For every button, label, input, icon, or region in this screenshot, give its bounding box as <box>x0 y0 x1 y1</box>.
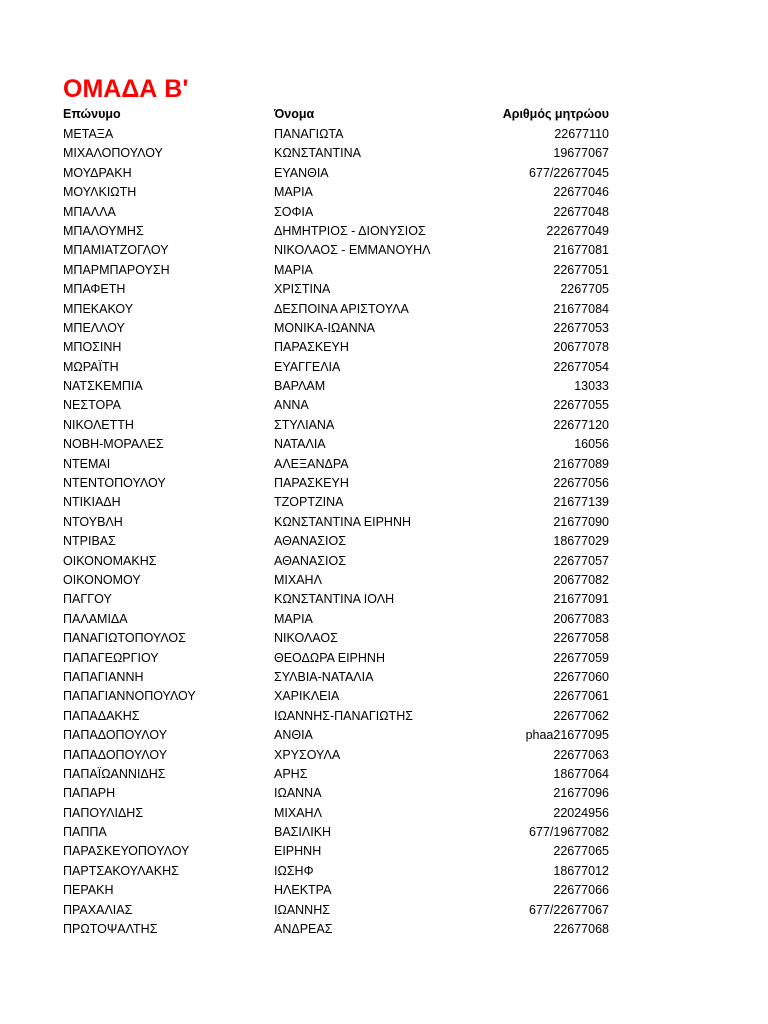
cell-name: ΑΝΝΑ <box>274 398 309 413</box>
cell-surname: ΝΑΤΣΚΕΜΠΙΑ <box>63 379 143 394</box>
table-row <box>63 862 609 881</box>
roster-table <box>63 104 609 939</box>
table-row <box>63 687 609 706</box>
table-row <box>63 726 609 745</box>
table-row <box>63 164 609 183</box>
cell-registry: 222677049 <box>546 223 609 238</box>
table-row <box>63 222 609 241</box>
cell-registry: 22677057 <box>553 553 609 568</box>
cell-registry: 22677066 <box>553 883 609 898</box>
cell-surname: ΠΑΠΠΑ <box>63 825 107 840</box>
cell-name: ΕΙΡΗΝΗ <box>274 844 322 859</box>
cell-name: ΠΑΡΑΣΚΕΥΗ <box>274 340 349 355</box>
cell-registry: 22677060 <box>553 669 609 684</box>
cell-surname: ΠΡΑΧΑΛΙΑΣ <box>63 902 133 917</box>
cell-registry: 19677067 <box>553 146 609 161</box>
table-row <box>63 203 609 222</box>
cell-registry: 22024956 <box>553 805 609 820</box>
cell-name: ΙΩΑΝΝΗΣ <box>274 902 330 917</box>
column-header-surname: Επώνυμο <box>63 107 121 121</box>
cell-name: ΠΑΝΑΓΙΩΤΑ <box>274 127 344 141</box>
cell-surname: ΜΠΑΛΟΥΜΗΣ <box>63 223 144 238</box>
cell-name: ΠΑΡΑΣΚΕΥΗ <box>274 476 349 491</box>
table-row <box>63 552 609 571</box>
cell-surname: ΝΙΚΟΛΕΤΤΗ <box>63 417 134 432</box>
cell-name: ΑΛΕΞΑΝΔΡΑ <box>274 456 349 471</box>
cell-name: ΣΥΛΒΙΑ-ΝΑΤΑΛΙΑ <box>274 669 374 684</box>
table-row <box>63 493 609 512</box>
cell-surname: ΝΕΣΤΟΡΑ <box>63 398 121 413</box>
cell-surname: ΜΟΥΔΡΑΚΗ <box>63 165 132 180</box>
cell-name: ΙΩΣΗΦ <box>274 863 314 878</box>
cell-name: ΜΑΡΙΑ <box>274 262 313 277</box>
cell-registry: 21677084 <box>553 301 609 316</box>
table-row <box>63 338 609 357</box>
cell-surname: ΠΑΠΟΥΛΙΔΗΣ <box>63 805 144 820</box>
table-row <box>63 842 609 861</box>
cell-name: ΚΩΝΣΤΑΝΤΙΝΑ <box>274 146 361 161</box>
cell-surname: ΜΠΕΛΛΟΥ <box>63 320 125 335</box>
cell-surname: ΠΑΠΑΡΗ <box>63 786 116 801</box>
table-row <box>63 416 609 435</box>
cell-registry: 20677082 <box>553 572 609 587</box>
table-row <box>63 319 609 338</box>
cell-name: ΧΡΙΣΤΙΝΑ <box>274 282 331 297</box>
cell-registry: 22677110 <box>554 127 609 141</box>
cell-name: ΜΑΡΙΑ <box>274 611 313 626</box>
cell-name: ΤΖΟΡΤΖΙΝΑ <box>274 495 344 510</box>
cell-name: ΝΑΤΑΛΙΑ <box>274 437 326 452</box>
cell-name: ΧΑΡΙΚΛΕΙΑ <box>274 689 340 704</box>
cell-surname: ΠΑΠΑΔΟΠΟΥΛΟΥ <box>63 747 168 762</box>
cell-registry: 20677083 <box>553 611 609 626</box>
cell-surname: ΜΠΟΣΙΝΗ <box>63 340 122 355</box>
cell-registry: 2267705 <box>560 282 609 297</box>
table-row <box>63 455 609 474</box>
table-row <box>63 144 609 163</box>
cell-registry: 677/22677067 <box>529 902 609 917</box>
cell-name: ΔΗΜΗΤΡΙΟΣ - ΔΙΟΝΥΣΙΟΣ <box>274 223 426 238</box>
cell-name: ΑΡΗΣ <box>274 766 308 781</box>
cell-registry: 22677068 <box>553 922 609 937</box>
cell-surname: ΜΠΑΜΙΑΤΖΟΓΛΟΥ <box>63 243 169 258</box>
cell-surname: ΜΠΑΦΕΤΗ <box>63 282 126 297</box>
column-header-name: Όνομα <box>274 107 315 121</box>
cell-registry: 22677065 <box>553 844 609 859</box>
cell-registry: 22677056 <box>553 476 609 491</box>
table-row <box>63 300 609 319</box>
cell-name: ΝΙΚΟΛΑΟΣ - ΕΜΜΑΝΟΥΗΛ <box>274 243 431 258</box>
table-row <box>63 765 609 784</box>
cell-name: ΕΥΑΓΓΕΛΙΑ <box>274 359 341 374</box>
table-row <box>63 532 609 551</box>
cell-registry: 18677064 <box>553 766 609 781</box>
cell-name: ΣΟΦΙΑ <box>274 204 314 219</box>
cell-registry: 22677054 <box>553 359 609 374</box>
cell-name: ΙΩΑΝΝΗΣ-ΠΑΝΑΓΙΩΤΗΣ <box>274 708 413 723</box>
cell-surname: ΠΑΠΑΔΑΚΗΣ <box>63 708 140 723</box>
cell-surname: ΠΑΡΑΣΚΕΥΟΠΟΥΛΟΥ <box>63 844 190 859</box>
table-row <box>63 610 609 629</box>
cell-surname: ΟΙΚΟΝΟΜΑΚΗΣ <box>63 553 157 568</box>
table-row <box>63 396 609 415</box>
cell-name: ΔΕΣΠΟΙΝΑ ΑΡΙΣΤΟΥΛΑ <box>274 301 409 316</box>
cell-surname: ΠΑΓΓΟΥ <box>63 592 112 607</box>
cell-surname: ΜΠΕΚΑΚΟΥ <box>63 301 134 316</box>
cell-name: ΙΩΑΝΝΑ <box>274 786 322 801</box>
cell-name: ΜΟΝΙΚΑ-ΙΩΑΝΝΑ <box>274 320 376 335</box>
cell-surname: ΠΡΩΤΟΨΑΛΤΗΣ <box>63 922 158 937</box>
cell-surname: ΠΑΠΑΓΙΑΝΝΟΠΟΥΛΟΥ <box>63 689 196 704</box>
cell-registry: 21677139 <box>553 495 609 510</box>
cell-surname: ΜΟΥΛΚΙΩΤΗ <box>63 185 137 200</box>
cell-surname: ΝΤΟΥΒΛΗ <box>63 514 123 529</box>
cell-surname: ΝΤΡΙΒΑΣ <box>63 534 116 549</box>
cell-surname: ΠΑΛΑΜΙΔΑ <box>63 611 128 626</box>
cell-name: ΒΑΡΛΑΜ <box>274 379 326 394</box>
cell-surname: ΝΤΕΝΤΟΠΟΥΛΟΥ <box>63 476 166 491</box>
cell-registry: 21677096 <box>553 786 609 801</box>
cell-name: ΚΩΝΣΤΑΝΤΙΝΑ ΕΙΡΗΝΗ <box>274 514 411 529</box>
cell-surname: ΟΙΚΟΝΟΜΟΥ <box>63 572 141 587</box>
cell-registry: 677/19677082 <box>529 825 609 840</box>
cell-name: ΧΡΥΣΟΥΛΑ <box>274 747 341 762</box>
cell-registry: 21677090 <box>553 514 609 529</box>
table-row <box>63 571 609 590</box>
cell-name: ΜΙΧΑΗΛ <box>274 805 322 820</box>
table-row <box>63 435 609 454</box>
cell-name: ΜΑΡΙΑ <box>274 185 313 200</box>
cell-surname: ΜΕΤΑΞΑ <box>63 127 114 141</box>
cell-surname: ΝΤΙΚΙΑΔΗ <box>63 495 121 510</box>
cell-name: ΣΤΥΛΙΑΝΑ <box>274 417 335 432</box>
table-row <box>63 784 609 803</box>
table-row <box>63 474 609 493</box>
table-row <box>63 358 609 377</box>
cell-registry: 22677063 <box>553 747 609 762</box>
cell-registry: 18677029 <box>553 534 609 549</box>
cell-registry: 677/22677045 <box>529 165 609 180</box>
column-header-registry: Αριθμός μητρώου <box>502 107 609 121</box>
table-row <box>63 241 609 260</box>
table-row <box>63 377 609 396</box>
cell-registry: 22677055 <box>553 398 609 413</box>
table-row <box>63 881 609 900</box>
cell-surname: ΠΕΡΑΚΗ <box>63 883 114 898</box>
cell-registry: 20677078 <box>553 340 609 355</box>
cell-name: ΜΙΧΑΗΛ <box>274 572 322 587</box>
cell-surname: ΠΑΝΑΓΙΩΤΟΠΟΥΛΟΣ <box>63 631 186 646</box>
cell-registry: 21677089 <box>553 456 609 471</box>
table-row <box>63 280 609 299</box>
cell-surname: ΜΙΧΑΛΟΠΟΥΛΟΥ <box>63 146 163 161</box>
cell-registry: 22677051 <box>553 262 609 277</box>
cell-surname: ΠΑΠΑΔΟΠΟΥΛΟΥ <box>63 728 168 743</box>
cell-surname: ΠΑΠΑΓΙΑΝΝΗ <box>63 669 144 684</box>
cell-name: ΝΙΚΟΛΑΟΣ <box>274 631 338 646</box>
table-row <box>63 513 609 532</box>
page-title: ΟΜΑΔΑ Β' <box>63 75 189 103</box>
table-row <box>63 823 609 842</box>
table-row <box>63 261 609 280</box>
cell-name: ΒΑΣΙΛΙΚΗ <box>274 825 332 840</box>
cell-registry: phaa21677095 <box>525 728 609 743</box>
cell-registry: 22677058 <box>553 631 609 646</box>
cell-surname: ΜΠΑΡΜΠΑΡΟΥΣΗ <box>63 262 170 277</box>
cell-registry: 22677061 <box>553 689 609 704</box>
cell-name: ΚΩΝΣΤΑΝΤΙΝΑ ΙΟΛΗ <box>274 592 395 607</box>
cell-registry: 21677081 <box>553 243 609 258</box>
table-row <box>63 590 609 609</box>
cell-surname: ΠΑΡΤΣΑΚΟΥΛΑΚΗΣ <box>63 863 179 878</box>
cell-registry: 21677091 <box>553 592 609 607</box>
cell-surname: ΜΩΡΑΪΤΗ <box>63 359 119 374</box>
cell-name: ΑΝΘΙΑ <box>274 728 313 743</box>
cell-registry: 22677046 <box>553 185 609 200</box>
table-row <box>63 920 609 939</box>
cell-surname: ΠΑΠΑΓΕΩΡΓΙΟΥ <box>63 650 159 665</box>
table-row <box>63 707 609 726</box>
table-row <box>63 668 609 687</box>
cell-name: ΑΘΑΝΑΣΙΟΣ <box>274 553 346 568</box>
cell-name: ΑΘΑΝΑΣΙΟΣ <box>274 534 346 549</box>
table-header-row <box>63 104 609 125</box>
cell-registry: 22677059 <box>553 650 609 665</box>
cell-surname: ΝΟΒΗ-ΜΟΡΑΛΕΣ <box>63 437 164 452</box>
cell-name: ΕΥΑΝΘΙΑ <box>274 165 329 180</box>
table-row <box>63 125 609 144</box>
table-row <box>63 629 609 648</box>
cell-registry: 18677012 <box>553 863 609 878</box>
table-row <box>63 746 609 765</box>
cell-registry: 22677053 <box>553 320 609 335</box>
table-row <box>63 183 609 202</box>
cell-registry: 22677048 <box>553 204 609 219</box>
table-row <box>63 901 609 920</box>
table-body <box>63 125 609 939</box>
table-row <box>63 804 609 823</box>
cell-registry: 13033 <box>574 379 609 394</box>
cell-registry: 22677062 <box>553 708 609 723</box>
cell-surname: ΠΑΠΑΪΩΑΝΝΙΔΗΣ <box>63 766 166 781</box>
table-row <box>63 649 609 668</box>
cell-surname: ΝΤΕΜΑΙ <box>63 456 111 471</box>
cell-registry: 16056 <box>574 437 609 452</box>
cell-name: ΑΝΔΡΕΑΣ <box>274 922 333 937</box>
cell-registry: 22677120 <box>553 417 609 432</box>
cell-surname: ΜΠΑΛΛΑ <box>63 204 116 219</box>
cell-name: ΗΛΕΚΤΡΑ <box>274 883 332 898</box>
cell-name: ΘΕΟΔΩΡΑ ΕΙΡΗΝΗ <box>274 650 385 665</box>
